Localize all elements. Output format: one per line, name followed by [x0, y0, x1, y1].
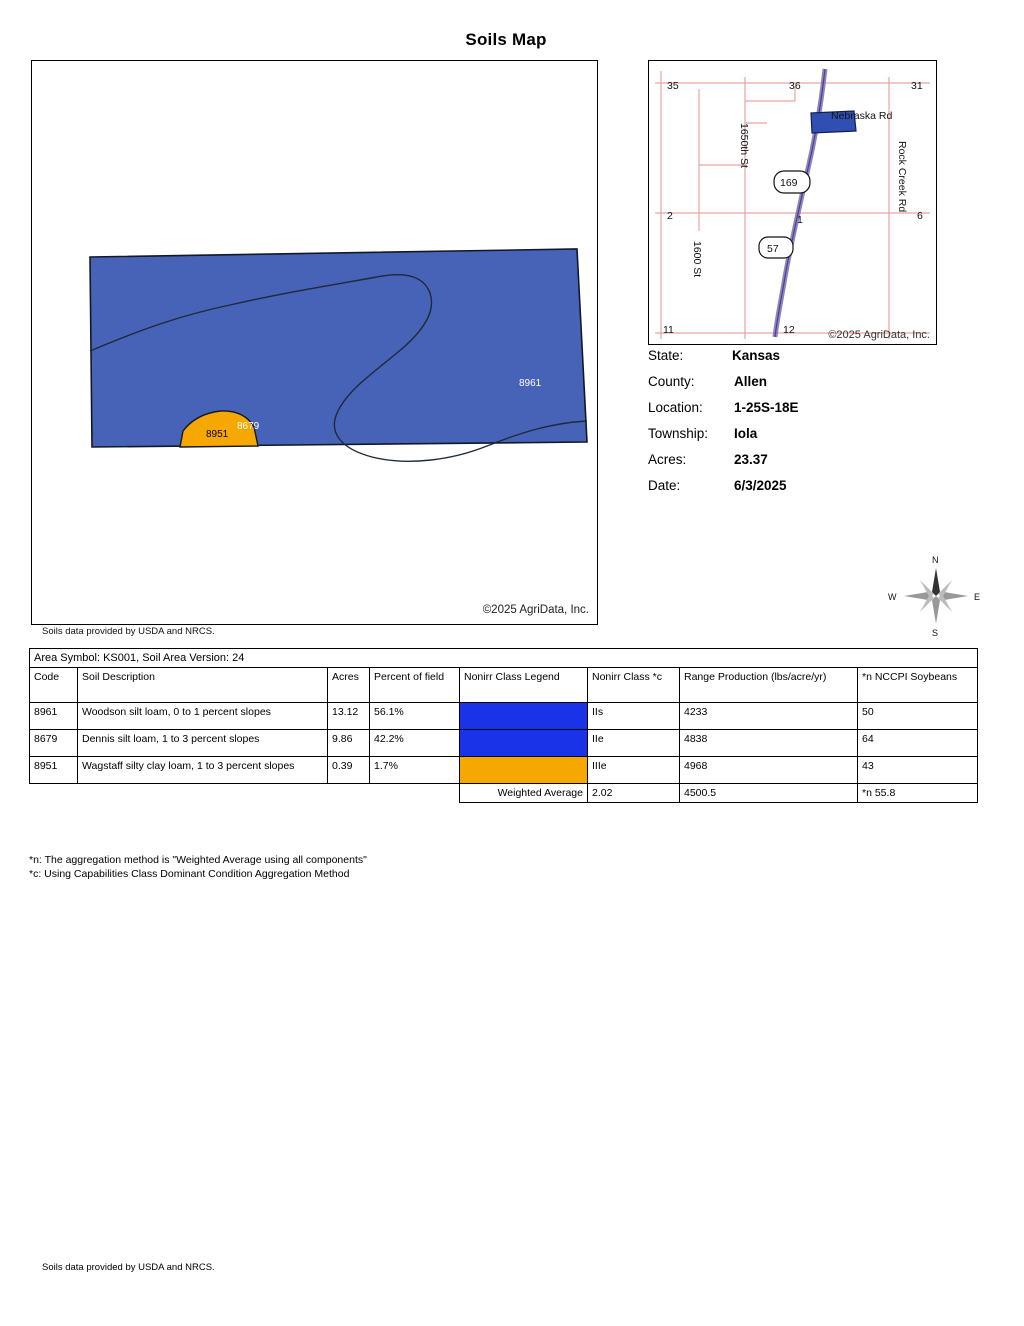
- info-value-date: 6/3/2025: [734, 478, 787, 493]
- weighted-average-range-production: 4500.5: [680, 784, 858, 803]
- map-credit: ©2025 AgriData, Inc.: [482, 604, 589, 616]
- soils-map: [31, 60, 598, 625]
- cell-nonirr-class: IIIe: [588, 757, 680, 784]
- soils-table-container: [29, 648, 977, 803]
- info-label-township: Township:: [648, 426, 709, 441]
- info-row-state: [648, 348, 978, 374]
- weighted-average-nccpi: *n 55.8: [858, 784, 978, 803]
- cell-legend-swatch: [460, 730, 588, 757]
- info-value-location: 1-25S-18E: [734, 400, 799, 415]
- soils-data-note: Soils data provided by USDA and NRCS.: [42, 626, 215, 637]
- svg-text:S: S: [932, 628, 939, 638]
- section-number-31: 31: [911, 80, 923, 92]
- compass-rose: [886, 550, 986, 640]
- footnote-n: *n: The aggregation method is "Weighted Average using all components": [29, 854, 367, 866]
- map-label-8951: 8951: [206, 429, 229, 440]
- cell-legend-swatch: [460, 703, 588, 730]
- info-row-location: [648, 400, 978, 426]
- map-label-8961: 8961: [519, 378, 542, 389]
- info-value-township: Iola: [734, 426, 758, 441]
- legend-swatch-8951: [460, 757, 587, 783]
- section-number-2: 2: [667, 210, 673, 222]
- cell-code: 8961: [30, 703, 78, 730]
- cell-description: Woodson silt loam, 0 to 1 percent slopes: [78, 703, 328, 730]
- svg-text:E: E: [974, 592, 981, 602]
- info-row-township: [648, 426, 978, 452]
- route-marker-57: [759, 237, 793, 258]
- soils-map-graphic: [32, 61, 597, 624]
- cell-acres: 13.12: [328, 703, 370, 730]
- header-percent: Percent of field: [370, 668, 460, 703]
- cell-nonirr-class: IIe: [588, 730, 680, 757]
- table-area-symbol-row: [30, 649, 978, 668]
- area-symbol-cell: Area Symbol: KS001, Soil Area Version: 24: [30, 649, 978, 668]
- cell-nccpi: 43: [858, 757, 978, 784]
- section-number-36: 36: [789, 80, 801, 92]
- cell-acres: 0.39: [328, 757, 370, 784]
- header-legend: Nonirr Class Legend: [460, 668, 588, 703]
- svg-text:57: 57: [767, 243, 779, 255]
- table-header-row: [30, 668, 978, 703]
- soil-polygon-8961: [90, 249, 587, 447]
- road-label-1600-st: 1600 St: [691, 241, 703, 278]
- header-description: Soil Description: [78, 668, 328, 703]
- map-label-8679: 8679: [237, 421, 260, 432]
- locator-map: [648, 60, 937, 345]
- property-info: [648, 348, 978, 504]
- page-title-text: Soils Map: [465, 30, 547, 49]
- info-label-acres: Acres:: [648, 452, 687, 467]
- road-label-1650th-st: 1650th St: [738, 123, 750, 168]
- route-marker-169: [774, 171, 810, 193]
- road-label-rock-creek-rd: Rock Creek Rd: [896, 141, 908, 213]
- legend-swatch-8679: [460, 730, 587, 756]
- cell-range-production: 4838: [680, 730, 858, 757]
- info-label-county: County:: [648, 374, 695, 389]
- cell-code: 8951: [30, 757, 78, 784]
- info-value-acres: 23.37: [734, 452, 768, 467]
- cell-nonirr-class: IIs: [588, 703, 680, 730]
- cell-range-production: 4233: [680, 703, 858, 730]
- info-row-county: [648, 374, 978, 400]
- info-value-state: Kansas: [732, 348, 781, 363]
- page-bottom-note: Soils data provided by USDA and NRCS.: [42, 1262, 215, 1273]
- page-title: [0, 30, 1024, 50]
- cell-description: Wagstaff silty clay loam, 1 to 3 percent slopes: [78, 757, 328, 784]
- cell-description: Dennis silt loam, 1 to 3 percent slopes: [78, 730, 328, 757]
- locator-map-graphic: [649, 61, 936, 344]
- header-code: Code: [30, 668, 78, 703]
- weighted-average-nonirr-class: 2.02: [588, 784, 680, 803]
- cell-nccpi: 50: [858, 703, 978, 730]
- legend-swatch-8961: [460, 703, 587, 729]
- footnote-c: *c: Using Capabilities Class Dominant Condition Aggregation Method: [29, 868, 350, 880]
- cell-acres: 9.86: [328, 730, 370, 757]
- section-number-6: 6: [917, 210, 923, 222]
- table-weighted-average-row: [30, 784, 978, 803]
- info-row-acres: [648, 452, 978, 478]
- table-footnotes: [29, 853, 367, 881]
- soils-table: [29, 648, 978, 803]
- info-row-date: [648, 478, 978, 504]
- header-range-production: Range Production (lbs/acre/yr): [680, 668, 858, 703]
- cell-nccpi: 64: [858, 730, 978, 757]
- svg-text:W: W: [888, 592, 897, 602]
- locator-credit: ©2025 AgriData, Inc.: [828, 329, 930, 341]
- cell-legend-swatch: [460, 757, 588, 784]
- cell-range-production: 4968: [680, 757, 858, 784]
- svg-text:N: N: [932, 555, 939, 565]
- road-label-nebraska-rd: Nebraska Rd: [831, 110, 893, 122]
- info-label-state: State:: [648, 348, 684, 363]
- section-number-35: 35: [667, 80, 679, 92]
- weighted-average-label: Weighted Average: [460, 784, 588, 803]
- info-label-date: Date:: [648, 478, 681, 493]
- section-number-12: 12: [783, 324, 795, 336]
- info-label-location: Location:: [648, 400, 703, 415]
- header-nccpi: *n NCCPI Soybeans: [858, 668, 978, 703]
- table-row: [30, 703, 978, 730]
- cell-percent: 1.7%: [370, 757, 460, 784]
- section-number-1: 1: [797, 214, 803, 226]
- svg-text:169: 169: [780, 177, 798, 189]
- cell-percent: 56.1%: [370, 703, 460, 730]
- section-number-11: 11: [663, 324, 674, 336]
- info-value-county: Allen: [734, 374, 768, 389]
- cell-code: 8679: [30, 730, 78, 757]
- cell-percent: 42.2%: [370, 730, 460, 757]
- table-row: [30, 730, 978, 757]
- table-row: [30, 757, 978, 784]
- header-nonirr-class: Nonirr Class *c: [588, 668, 680, 703]
- header-acres: Acres: [328, 668, 370, 703]
